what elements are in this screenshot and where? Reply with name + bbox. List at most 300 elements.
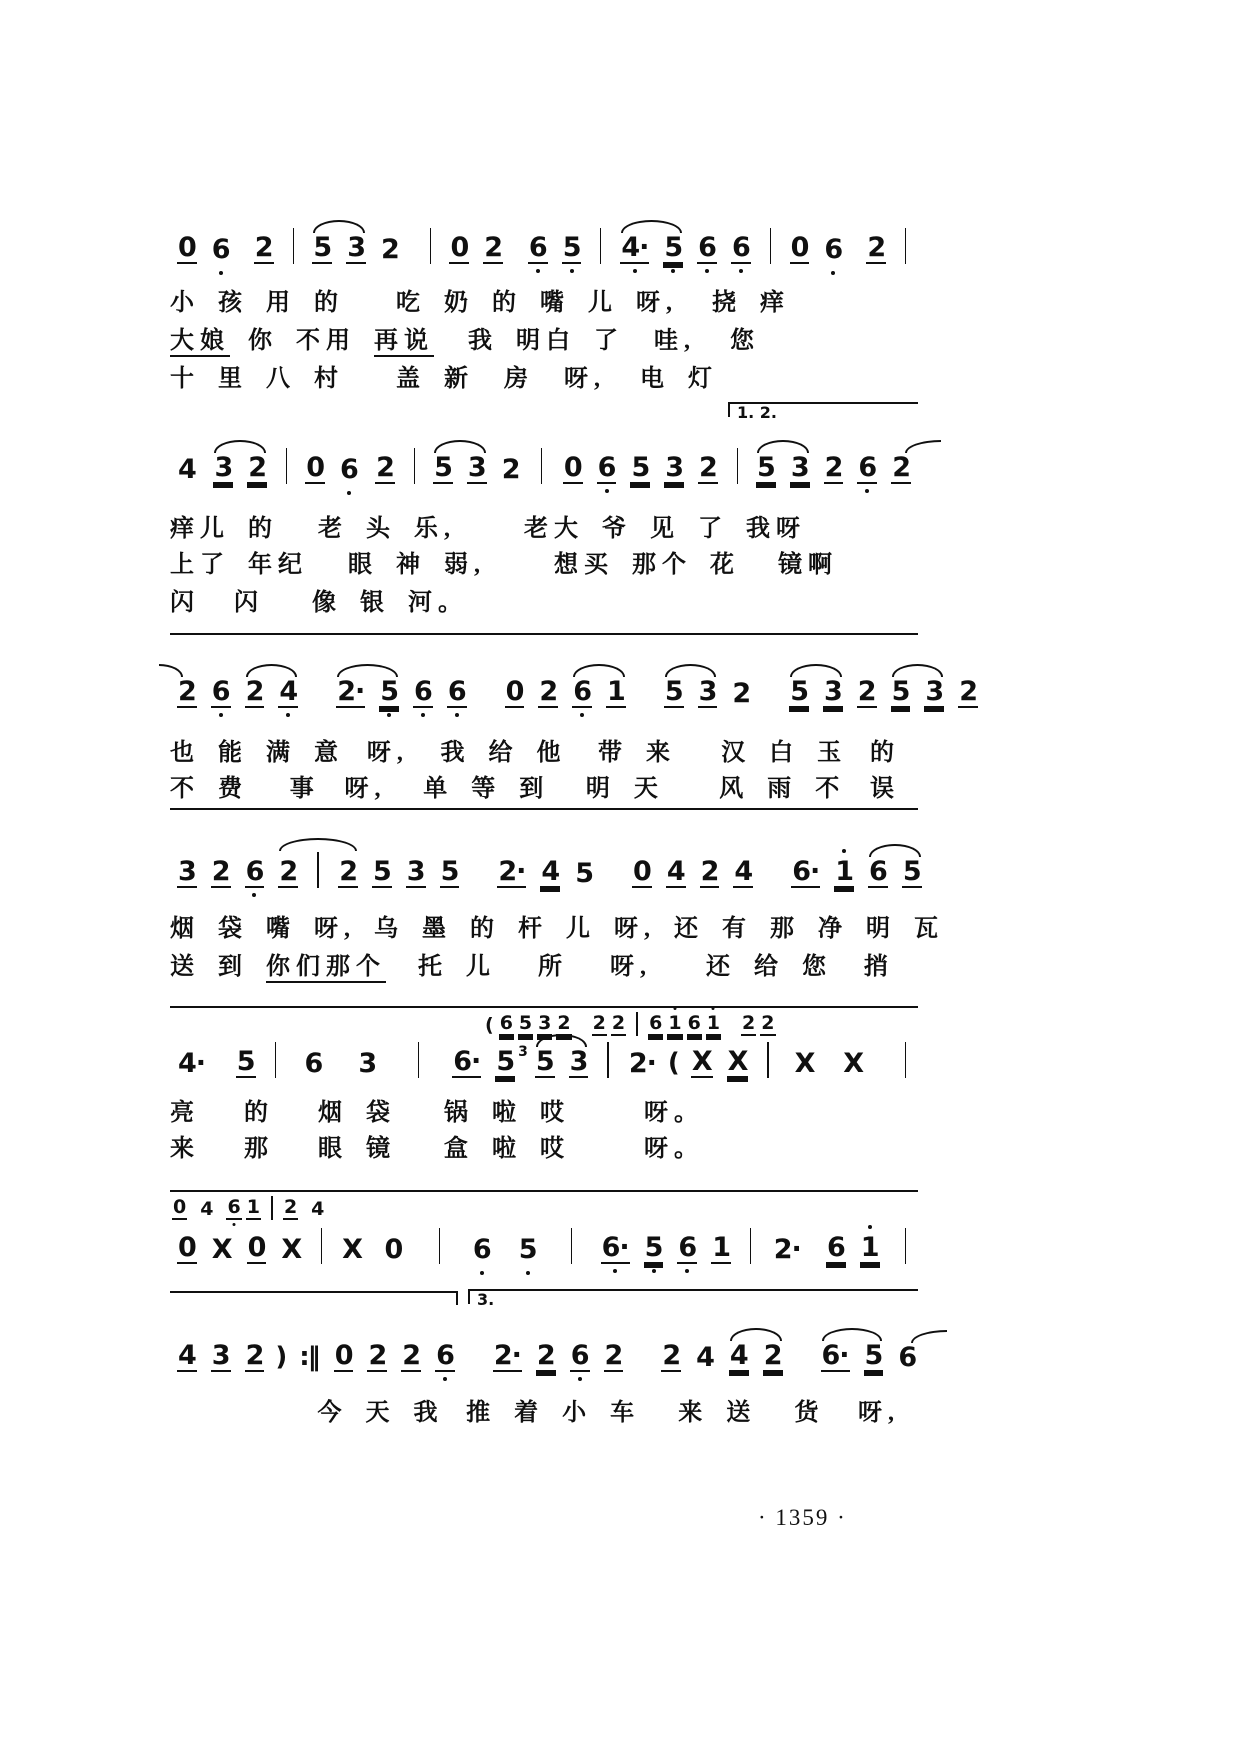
note: 5 bbox=[790, 675, 808, 707]
note: 2 bbox=[368, 1339, 387, 1371]
volta-bracket bbox=[468, 1289, 918, 1309]
note: 6 bbox=[472, 1236, 492, 1264]
lyric-syllable: 带 bbox=[597, 740, 628, 766]
spacer bbox=[809, 1263, 819, 1264]
barline-icon bbox=[418, 1042, 419, 1078]
lyric-syllable: 他 bbox=[536, 740, 567, 766]
low-octave-dot bbox=[526, 1271, 530, 1275]
lyric-syllable: 了 bbox=[594, 328, 624, 354]
note: 5 bbox=[372, 855, 391, 887]
note: 2 bbox=[245, 1339, 264, 1371]
slur-group bbox=[861, 855, 929, 888]
slur-group bbox=[329, 675, 406, 708]
note: 6 bbox=[304, 1047, 323, 1079]
note: 5 bbox=[379, 678, 399, 708]
slur-group bbox=[271, 852, 365, 888]
barline-icon bbox=[750, 1228, 751, 1264]
low-octave-dot bbox=[652, 1269, 656, 1273]
lyric-syllable: 送 bbox=[726, 1400, 757, 1426]
volta-continuation-line bbox=[170, 1006, 918, 1010]
lyric-syllable: 盖 bbox=[396, 366, 426, 392]
volta-continuation-line bbox=[170, 633, 918, 637]
spacer bbox=[288, 1077, 297, 1078]
ossia-notation-line bbox=[170, 1196, 327, 1220]
note: 5 bbox=[864, 1339, 883, 1371]
lyrics-line-5-2 bbox=[170, 1128, 918, 1163]
lyric-syllable: 捎 bbox=[864, 954, 894, 980]
lyrics-line-7-1 bbox=[170, 1392, 918, 1427]
note: 2 bbox=[539, 675, 558, 707]
slur-group bbox=[565, 675, 633, 708]
slur-group bbox=[238, 675, 306, 708]
spacer bbox=[574, 1035, 590, 1036]
barline-icon bbox=[905, 1042, 906, 1078]
lyric-syllable: 给 bbox=[754, 954, 784, 980]
lyric-syllable: 天 bbox=[365, 1400, 396, 1426]
note: 6 bbox=[499, 1012, 513, 1035]
slur-group bbox=[206, 451, 274, 484]
lyric-syllable: 盒 bbox=[444, 1136, 474, 1162]
volta-label: 1. 2. bbox=[737, 403, 777, 422]
spacer bbox=[714, 347, 730, 348]
spacer bbox=[696, 309, 712, 310]
lyric-syllable: 亮 bbox=[170, 1100, 200, 1126]
low-octave-dot bbox=[347, 491, 351, 495]
barline-icon bbox=[905, 1228, 906, 1264]
notation-line-5 bbox=[170, 1042, 918, 1078]
lyric-syllable: 费 bbox=[218, 776, 248, 802]
note: 6 bbox=[857, 454, 877, 484]
note: 4 bbox=[311, 1198, 325, 1221]
note: 3 bbox=[358, 1047, 377, 1079]
note: 6 bbox=[245, 858, 265, 888]
lyric-syllable: 您 bbox=[802, 954, 832, 980]
high-octave-dot bbox=[673, 1007, 676, 1010]
lyric-syllable: 等 bbox=[471, 776, 502, 802]
note: 2 bbox=[761, 1012, 775, 1035]
lyrics-line-2-2 bbox=[170, 544, 918, 579]
note: 5 bbox=[518, 1236, 538, 1264]
note: 2 bbox=[484, 231, 503, 263]
lyric-syllable: 袋 bbox=[218, 916, 248, 942]
note: 2· bbox=[493, 1339, 521, 1371]
note: X bbox=[727, 1045, 748, 1077]
note: 5 bbox=[663, 234, 683, 264]
lyric-syllable: 小 bbox=[562, 1400, 593, 1426]
note: 6· bbox=[792, 855, 820, 887]
lyric-syllable: 到 bbox=[519, 776, 550, 802]
lyric-syllable: 我呀 bbox=[746, 516, 806, 542]
lyric-syllable: 奶 bbox=[444, 290, 474, 316]
lyric-syllable: 孩 bbox=[218, 290, 248, 316]
spacer bbox=[218, 1119, 244, 1120]
note: 6 bbox=[898, 1341, 917, 1373]
note: 6 bbox=[339, 456, 359, 484]
note: 6 bbox=[226, 1198, 241, 1220]
spacer bbox=[189, 1219, 197, 1220]
lyric-syllable: 头 bbox=[366, 516, 396, 542]
note: 2 bbox=[283, 1196, 298, 1219]
lyric-syllable: 镜 bbox=[366, 1136, 396, 1162]
note: 5 bbox=[535, 1045, 554, 1077]
lyric-syllable: 的 bbox=[869, 740, 900, 766]
spacer bbox=[554, 483, 556, 484]
note: 4 bbox=[541, 855, 560, 887]
note: 6 bbox=[435, 1342, 455, 1372]
note: 3 bbox=[347, 231, 365, 263]
spacer bbox=[545, 1263, 560, 1264]
lyric-syllable: 天 bbox=[633, 776, 664, 802]
lyric-syllable: 我 bbox=[468, 328, 498, 354]
lyric-syllable: 我 bbox=[413, 1400, 444, 1426]
spacer bbox=[414, 1155, 444, 1156]
note: 5 bbox=[496, 1045, 515, 1077]
lyric-syllable: 净 bbox=[818, 916, 848, 942]
lyric-syllable: 啦 bbox=[492, 1136, 522, 1162]
lyric-syllable: 哇, bbox=[654, 328, 696, 354]
low-octave-dot bbox=[865, 489, 869, 493]
note: 2 bbox=[867, 231, 886, 263]
note: 1 bbox=[667, 1014, 682, 1036]
low-octave-dot bbox=[443, 1377, 447, 1381]
lyric-syllable: 您 bbox=[730, 328, 760, 354]
note: 3 bbox=[665, 451, 684, 483]
note: 1 bbox=[607, 675, 625, 707]
note: 0 bbox=[178, 231, 196, 263]
lyric-syllable: 还 bbox=[706, 954, 736, 980]
lyric-syllable: 八 bbox=[266, 366, 296, 392]
lyric-syllable: 乐, bbox=[414, 516, 456, 542]
lyrics-line-2-3 bbox=[170, 582, 918, 617]
note: 6 bbox=[413, 678, 433, 708]
lyric-syllable: 再说 bbox=[374, 320, 434, 357]
lyric-syllable: 呀, bbox=[610, 954, 652, 980]
lyric-syllable: 满 bbox=[266, 740, 296, 766]
note: 4 bbox=[178, 1339, 196, 1371]
lyric-syllable: 小 bbox=[170, 290, 200, 316]
note: 6 bbox=[823, 236, 843, 264]
note: X bbox=[691, 1045, 712, 1077]
lyric-syllable: 吃 bbox=[396, 290, 426, 316]
low-octave-dot bbox=[578, 1377, 582, 1381]
note: 1 bbox=[246, 1196, 260, 1219]
volta-label: 3. bbox=[477, 1290, 495, 1309]
lyric-syllable: 杆 bbox=[518, 916, 548, 942]
note: X bbox=[794, 1047, 815, 1079]
lyric-syllable: 房 bbox=[504, 366, 534, 392]
spacer bbox=[213, 1077, 229, 1078]
spacer bbox=[567, 795, 586, 796]
lyric-syllable: 灯 bbox=[688, 366, 718, 392]
lyric-syllable: 呀, bbox=[614, 916, 656, 942]
barline-icon bbox=[321, 1228, 322, 1264]
note: 6 bbox=[677, 1234, 697, 1264]
lyric-syllable: 呀, bbox=[564, 366, 606, 392]
lyric-syllable: 呀, bbox=[344, 776, 387, 802]
low-octave-dot bbox=[613, 1269, 617, 1273]
note: 5 bbox=[575, 857, 594, 889]
lyric-syllable: 眼 bbox=[348, 552, 378, 578]
lyric-syllable: 白 bbox=[769, 740, 800, 766]
note: 2 bbox=[557, 1012, 571, 1035]
lyric-syllable: 玉 bbox=[817, 740, 848, 766]
note: 0 bbox=[173, 1196, 187, 1219]
note: 0 bbox=[633, 855, 651, 887]
barline-icon bbox=[439, 1228, 440, 1264]
note: 0 bbox=[450, 231, 469, 263]
note: 4 bbox=[200, 1198, 214, 1221]
lyric-syllable: 嘴 bbox=[540, 290, 570, 316]
note: 2 bbox=[959, 675, 977, 707]
note: 6· bbox=[453, 1045, 481, 1077]
lyric-syllable: 呀, bbox=[857, 1400, 900, 1426]
spacer bbox=[338, 795, 345, 796]
lyric-syllable: 想买 bbox=[554, 552, 614, 578]
spacer bbox=[763, 1263, 766, 1264]
spacer bbox=[218, 1155, 244, 1156]
lyric-syllable: 呀, bbox=[314, 916, 356, 942]
notation-line-7 bbox=[170, 1336, 918, 1372]
note: 2 bbox=[604, 1339, 623, 1371]
note: 0 bbox=[306, 451, 325, 483]
slur-group bbox=[782, 675, 850, 708]
spacer bbox=[586, 973, 610, 974]
lyric-syllable: 明白 bbox=[516, 328, 576, 354]
spacer bbox=[527, 483, 529, 484]
note: 6 bbox=[697, 234, 717, 264]
note: 2 bbox=[699, 451, 717, 483]
lyric-syllable: 的 bbox=[244, 1100, 274, 1126]
lyric-syllable: 着 bbox=[514, 1400, 545, 1426]
lyric-syllable: 呀, bbox=[636, 290, 678, 316]
slur-group bbox=[814, 1339, 891, 1372]
spacer bbox=[492, 385, 504, 386]
lyric-syllable: 雨 bbox=[767, 776, 798, 802]
note: 6 bbox=[211, 678, 231, 708]
note: 2 bbox=[763, 1339, 782, 1371]
spacer bbox=[296, 535, 318, 536]
lyric-syllable: 车 bbox=[610, 1400, 641, 1426]
note: 5 bbox=[313, 231, 332, 263]
lyric-syllable: 村 bbox=[314, 366, 344, 392]
lyric-syllable: 痒 bbox=[760, 290, 790, 316]
lyric-syllable: 明 bbox=[866, 916, 896, 942]
note: 6 bbox=[687, 1012, 701, 1035]
lyric-syllable: 误 bbox=[869, 776, 900, 802]
lyric-syllable: 还 bbox=[674, 916, 704, 942]
lyric-syllable: 十 bbox=[170, 366, 200, 392]
note: 4· bbox=[178, 1047, 206, 1079]
note: 5 bbox=[440, 855, 459, 887]
note: 0 bbox=[384, 1233, 403, 1265]
lyrics-line-5-1 bbox=[170, 1092, 918, 1127]
low-octave-dot bbox=[219, 713, 223, 717]
low-octave-dot bbox=[455, 713, 459, 717]
spacer bbox=[326, 571, 348, 572]
lyric-syllable: 嘴 bbox=[266, 916, 296, 942]
spacer bbox=[170, 1419, 317, 1420]
note: 5 bbox=[644, 1234, 664, 1264]
spacer bbox=[504, 571, 554, 572]
spacer bbox=[362, 385, 396, 386]
notation-line-2 bbox=[170, 448, 918, 484]
barline-icon bbox=[767, 1042, 768, 1078]
lyric-syllable: 的 bbox=[492, 290, 522, 316]
note: 0 bbox=[505, 675, 524, 707]
note: 5 bbox=[562, 234, 582, 264]
lyric-syllable: 儿 bbox=[466, 954, 496, 980]
lyric-syllable: 风 bbox=[719, 776, 750, 802]
note: 2 bbox=[380, 233, 399, 265]
note: 2 bbox=[248, 451, 267, 483]
lyric-syllable: 年纪 bbox=[248, 552, 308, 578]
note: 3 bbox=[790, 451, 809, 483]
lyric-syllable: 不用 bbox=[296, 328, 356, 354]
high-octave-dot bbox=[868, 1225, 872, 1229]
spacer bbox=[362, 309, 396, 310]
lyrics-line-3-1 bbox=[170, 732, 918, 767]
low-octave-dot bbox=[536, 269, 540, 273]
note: 3 bbox=[467, 451, 486, 483]
barline-icon bbox=[770, 228, 771, 264]
lyric-syllable: 儿 bbox=[566, 916, 596, 942]
note: X bbox=[281, 1233, 302, 1265]
note: 6 bbox=[570, 1342, 590, 1372]
lyric-syllable: 见 bbox=[650, 516, 680, 542]
low-octave-dot bbox=[605, 489, 609, 493]
note: 2 bbox=[536, 1339, 555, 1371]
note: 6 bbox=[731, 234, 751, 264]
lyric-syllable: 给 bbox=[488, 740, 519, 766]
note: 6 bbox=[528, 234, 548, 264]
lyric-syllable: 托 bbox=[418, 954, 448, 980]
note: 2 bbox=[592, 1012, 606, 1035]
note: 1 bbox=[712, 1231, 731, 1263]
lyric-syllable: 老 bbox=[318, 516, 348, 542]
lyric-syllable: 袋 bbox=[366, 1100, 396, 1126]
spacer bbox=[405, 795, 424, 796]
lyrics-line-2-1 bbox=[170, 508, 918, 543]
lyric-syllable: 用 bbox=[266, 290, 296, 316]
lyrics-line-1-3 bbox=[170, 358, 918, 393]
low-octave-dot bbox=[831, 271, 835, 275]
slur-group bbox=[657, 675, 725, 708]
spacer bbox=[658, 1419, 678, 1420]
spacer bbox=[514, 973, 538, 974]
low-octave-dot bbox=[219, 271, 223, 275]
spacer bbox=[584, 1263, 593, 1264]
spacer bbox=[723, 1035, 739, 1036]
lyric-syllable: 银 bbox=[360, 590, 390, 616]
lyric-syllable: 单 bbox=[423, 776, 454, 802]
low-octave-dot bbox=[580, 713, 584, 717]
lyric-syllable: 不 bbox=[815, 776, 846, 802]
low-octave-dot bbox=[252, 893, 256, 897]
note: 4 bbox=[734, 855, 753, 887]
note: 2· bbox=[628, 1047, 656, 1079]
note: 3 bbox=[698, 675, 717, 707]
note: 5 bbox=[902, 855, 921, 887]
note: 3 bbox=[925, 675, 944, 707]
note: 2 bbox=[501, 453, 520, 485]
spacer bbox=[384, 1077, 405, 1078]
lyric-syllable: 有 bbox=[722, 916, 752, 942]
spacer bbox=[850, 263, 859, 264]
lyric-syllable: 到 bbox=[218, 954, 248, 980]
lyric-syllable: 我 bbox=[440, 740, 471, 766]
lyric-syllable: 呀。 bbox=[644, 1100, 704, 1126]
lyrics-line-4-2 bbox=[170, 946, 918, 983]
note: 5 bbox=[664, 675, 683, 707]
note: 3 bbox=[824, 675, 842, 707]
note: 5 bbox=[891, 675, 910, 707]
spacer bbox=[822, 1077, 835, 1078]
low-octave-dot bbox=[421, 713, 425, 717]
note: 2· bbox=[498, 855, 526, 887]
spacer bbox=[300, 1219, 308, 1220]
lyric-syllable: 汉 bbox=[721, 740, 752, 766]
note: 6 bbox=[572, 678, 592, 708]
low-octave-dot bbox=[739, 269, 743, 273]
spacer bbox=[863, 795, 870, 796]
lyric-syllable: 新 bbox=[444, 366, 474, 392]
note: 6 bbox=[869, 855, 887, 887]
volta-bracket bbox=[728, 402, 918, 422]
note: X bbox=[342, 1233, 362, 1265]
note: X bbox=[211, 1233, 232, 1265]
lyric-syllable: 大娘 bbox=[170, 320, 230, 357]
lyric-syllable: 挠 bbox=[712, 290, 742, 316]
low-octave-dot bbox=[671, 269, 675, 273]
page-number: · 1359 · bbox=[758, 1505, 847, 1530]
lyric-syllable: 所 bbox=[538, 954, 568, 980]
lyric-syllable: 呀, bbox=[366, 740, 409, 766]
barline-icon bbox=[293, 228, 294, 264]
lyric-syllable: 闪 bbox=[234, 590, 264, 616]
lyric-syllable: 墨 bbox=[422, 916, 452, 942]
note: 2 bbox=[662, 1339, 681, 1371]
spacer bbox=[216, 1219, 224, 1220]
spacer bbox=[238, 263, 247, 264]
spacer bbox=[474, 535, 524, 536]
note: 2· bbox=[337, 675, 365, 707]
note: 0 bbox=[247, 1231, 266, 1263]
lyric-syllable: 电 bbox=[640, 366, 670, 392]
lyric-syllable: 也 bbox=[170, 740, 200, 766]
spacer bbox=[584, 759, 598, 760]
note: 1 bbox=[860, 1234, 880, 1264]
note: 5 bbox=[236, 1045, 255, 1077]
note: 6· bbox=[601, 1234, 630, 1264]
spacer bbox=[499, 1263, 511, 1264]
lyric-syllable: 今 bbox=[317, 1400, 348, 1426]
lyric-syllable: 闪 bbox=[170, 590, 200, 616]
note: 4 bbox=[278, 678, 298, 708]
note: 2 bbox=[279, 855, 298, 887]
lyric-syllable: 眼 bbox=[318, 1136, 348, 1162]
volta-continuation-line bbox=[170, 808, 918, 812]
lyric-syllable: 弱, bbox=[444, 552, 486, 578]
lyric-syllable: 哎 bbox=[540, 1100, 570, 1126]
note: 6· bbox=[821, 1339, 849, 1371]
lyric-syllable: 那 bbox=[770, 916, 800, 942]
note: 2 bbox=[611, 1012, 626, 1035]
barline-icon bbox=[317, 852, 319, 888]
lyric-syllable: 镜啊 bbox=[778, 552, 838, 578]
note: 4 bbox=[666, 855, 685, 887]
lyric-syllable: 上了 bbox=[170, 552, 230, 578]
note: 5 bbox=[434, 451, 452, 483]
